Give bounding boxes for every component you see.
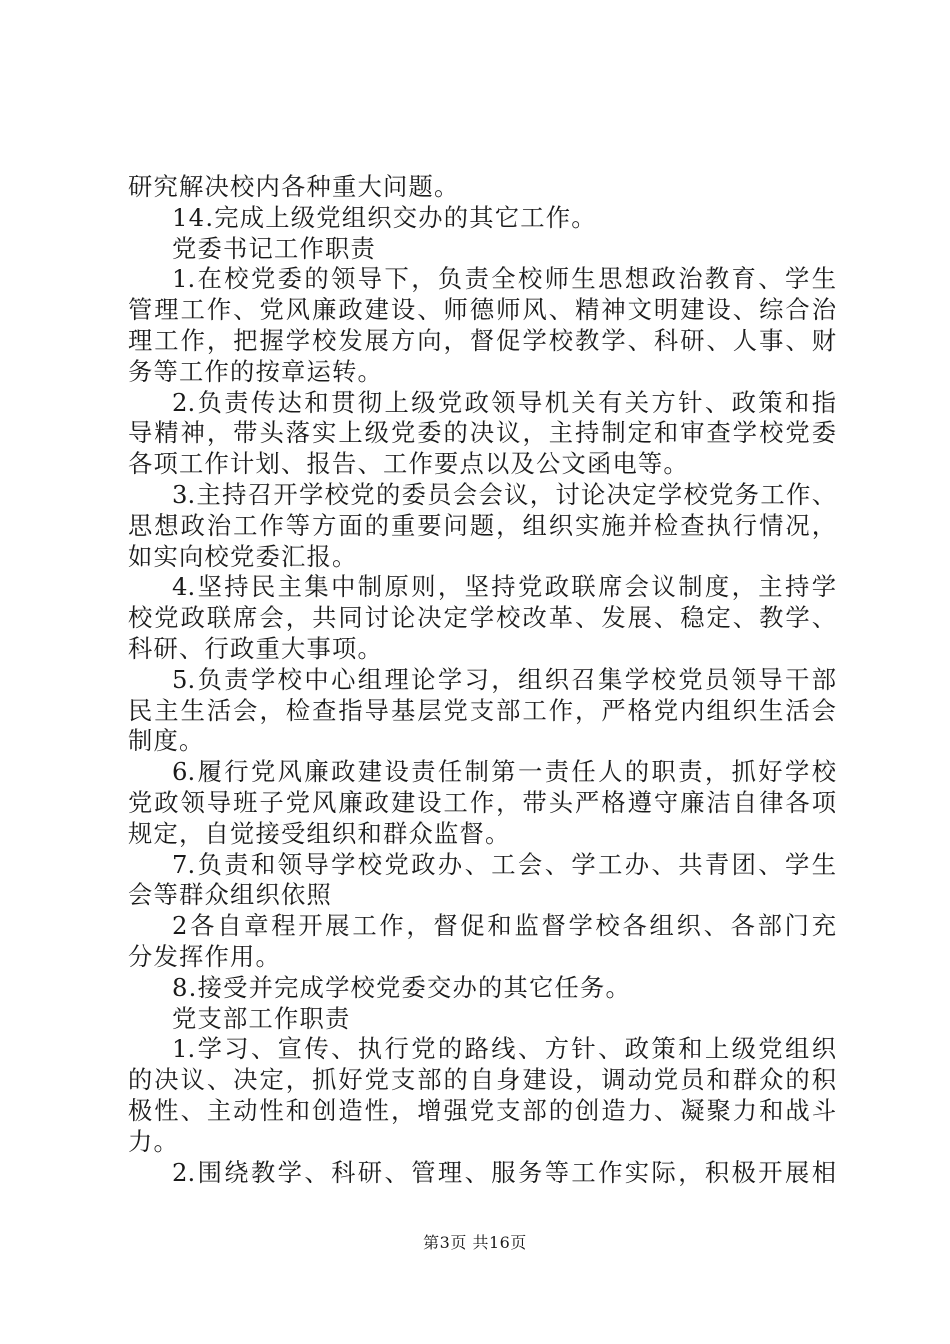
text-line: 各项工作计划、报告、工作要点以及公文函电等。 — [128, 449, 689, 479]
text-line: 如实向校党委汇报。 — [128, 541, 358, 571]
text-line: 思想政治工作等方面的重要问题，组织实施并检查执行情况， — [128, 510, 836, 540]
text-line: 1.学习、宣传、执行党的路线、方针、政策和上级党组织 — [172, 1034, 836, 1064]
text-line: 务等工作的按章运转。 — [128, 356, 383, 386]
text-line: 14.完成上级党组织交办的其它工作。 — [172, 202, 597, 232]
text-line: 理工作，把握学校发展方向，督促学校教学、科研、人事、财 — [128, 325, 836, 355]
text-line: 党委书记工作职责 — [172, 233, 376, 263]
text-line: 研究解决校内各种重大问题。 — [128, 172, 460, 201]
document-body — [128, 172, 836, 1188]
text-line: 的决议、决定，抓好党支部的自身建设，调动党员和群众的积 — [128, 1065, 836, 1095]
text-line: 党政领导班子党风廉政建设工作，带头严格遵守廉洁自律各项 — [128, 787, 836, 817]
text-line: 分发挥作用。 — [128, 941, 281, 971]
page-number: 第3页 共16页 — [423, 1233, 527, 1252]
text-line: 导精神，带头落实上级党委的决议，主持制定和审查学校党委 — [128, 418, 836, 448]
text-line: 民主生活会，检查指导基层党支部工作，严格党内组织生活会 — [128, 695, 836, 725]
text-line: 规定，自觉接受组织和群众监督。 — [128, 818, 511, 848]
text-line: 2.围绕教学、科研、管理、服务等工作实际，积极开展相 — [172, 1157, 836, 1187]
text-line: 党支部工作职责 — [172, 1003, 351, 1033]
text-line: 5.负责学校中心组理论学习，组织召集学校党员领导干部 — [172, 664, 836, 694]
text-line: 7.负责和领导学校党政办、工会、学工办、共青团、学生 — [172, 849, 836, 879]
text-line: 3.主持召开学校党的委员会会议，讨论决定学校党务工作、 — [172, 479, 836, 509]
text-line: 制度。 — [128, 726, 205, 756]
text-line: 会等群众组织依照 — [128, 880, 332, 910]
text-line: 极性、主动性和创造性，增强党支部的创造力、凝聚力和战斗 — [128, 1095, 836, 1125]
text-line: 4.坚持民主集中制原则，坚持党政联席会议制度，主持学 — [172, 572, 836, 602]
text-line: 科研、行政重大事项。 — [128, 633, 383, 663]
text-line: 2.负责传达和贯彻上级党政领导机关有关方针、政策和指 — [172, 387, 836, 417]
page-footer — [0, 1233, 950, 1253]
text-line: 管理工作、党风廉政建设、师德师风、精神文明建设、综合治 — [128, 295, 836, 325]
text-line: 力。 — [128, 1126, 179, 1156]
text-line: 校党政联席会，共同讨论决定学校改革、发展、稳定、教学、 — [128, 603, 836, 633]
text-line: 1.在校党委的领导下，负责全校师生思想政治教育、学生 — [172, 264, 836, 294]
text-line: 2各自章程开展工作，督促和监督学校各组织、各部门充 — [172, 911, 836, 941]
text-line: 8.接受并完成学校党委交办的其它任务。 — [172, 972, 632, 1002]
text-line: 6.履行党风廉政建设责任制第一责任人的职责，抓好学校 — [172, 757, 836, 787]
